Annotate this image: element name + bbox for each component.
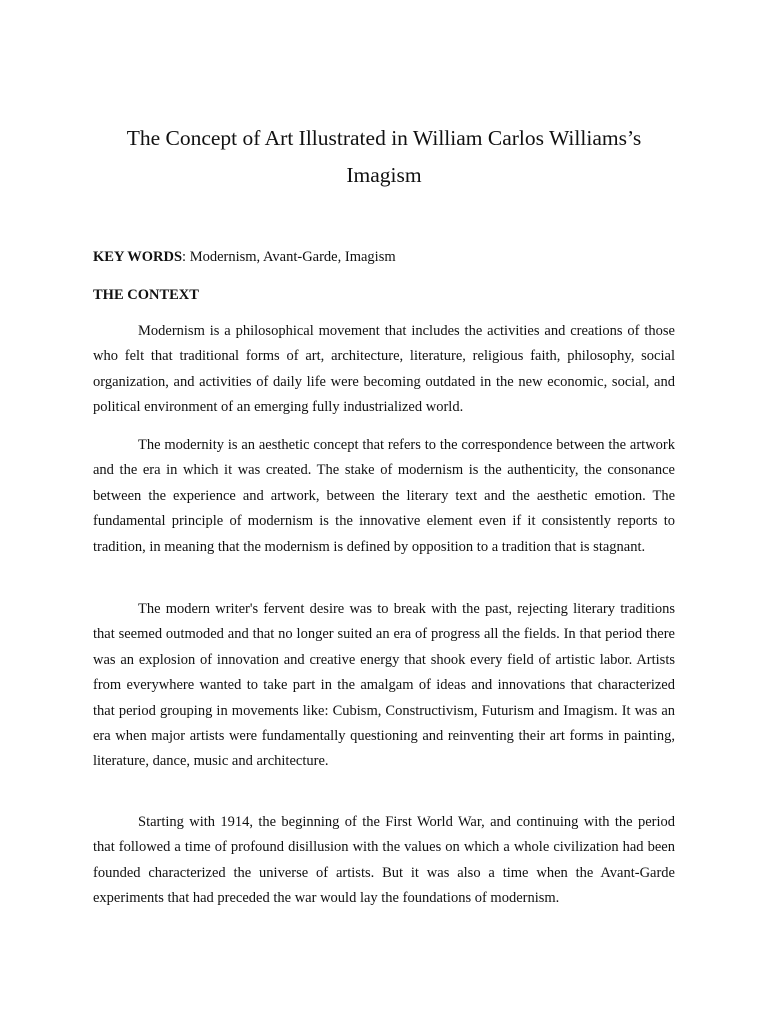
keywords-line xyxy=(93,247,396,267)
paragraph: The modernity is an aesthetic concept that refers to the correspondence between the artwork and the era in which it was created. The stake of modernism is the authenticity, the consonance between the experience and artwork, between the literary text and the aesthetic emotion. The fundamental principle of modernism is the innovative element even if it consistently reports to tradition, in meaning that the modernism is defined by opposition to a tradition that is stagnant. xyxy=(93,437,675,555)
paragraph: Modernism is a philosophical movement that includes the activities and creations of those who felt that traditional forms of art, architecture, literature, religious faith, philosophy, social organization, and activities of daily life were becoming outdated in the new economic, social, and political environment of an emerging fully industrialized world. xyxy=(93,323,675,416)
paragraph: The modern writer's fervent desire was to break with the past, rejecting literary traditions that seemed outmoded and that no longer suited an era of progress all the fields. In that period there was an explosion of innovation and creative energy that shook every field of artistic labor. Artists from everywhere wanted to take part in the amalgam of ideas and innovations that characterized that period grouping in movements like: Cubism, Constructivism, Futurism and Imagism. It was an era when major artists were fundamentally questioning and reinventing their art forms in painting, literature, dance, music and architecture. xyxy=(93,601,675,770)
keywords-value: : Modernism, Avant-Garde, Imagism xyxy=(182,249,396,265)
document-title-line-1: The Concept of Art Illustrated in William Carlos Williams’s xyxy=(126,126,642,150)
document-title-line-2: Imagism xyxy=(346,163,422,187)
keywords-label: KEY WORDS xyxy=(93,249,183,265)
section-heading: THE CONTEXT xyxy=(93,287,199,303)
paragraph: Starting with 1914, the beginning of the First World War, and continuing with the period that followed a time of profound disillusion with the values on which a whole civilization had been founded characterized the universe of artists. But it was also a time when the Avant-Garde experiments that had preceded the war would lay the foundations of modernism. xyxy=(93,814,675,907)
